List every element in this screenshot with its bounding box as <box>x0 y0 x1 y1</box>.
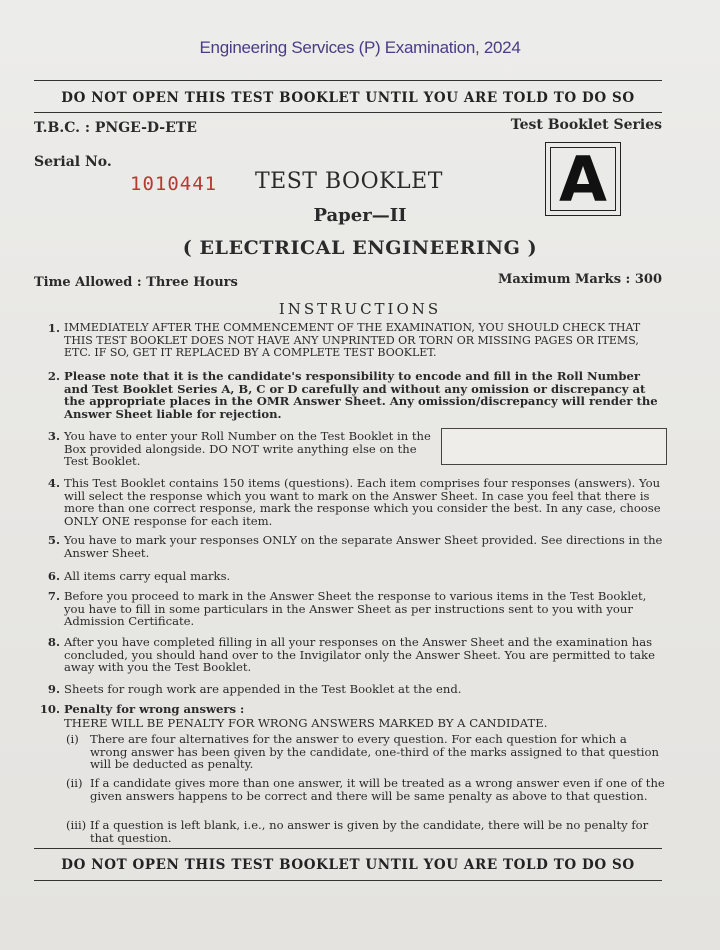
penalty-point-number: (ii) <box>66 776 83 790</box>
instruction-item <box>34 322 664 360</box>
penalty-point-text: If a question is left blank, i.e., no answer is given by the candidate, there will be no penalty for that question. <box>90 818 649 845</box>
subject-title: ( ELECTRICAL ENGINEERING ) <box>182 237 538 259</box>
penalty-point-text: There are four alternatives for the answer to every question. For each question for which a wrong answer has been given by the candidate, one-third of the marks assigned to that question will be deducted as penalty. <box>90 732 659 772</box>
roll-number-box[interactable] <box>441 428 667 465</box>
exam-title: Engineering Services (P) Examination, 2024 <box>199 38 521 57</box>
instruction-number: 2. <box>47 369 60 383</box>
instruction-item <box>34 590 664 628</box>
serial-label: Serial No. <box>34 154 112 170</box>
booklet-title: TEST BOOKLET <box>255 169 443 194</box>
instruction-item <box>34 430 434 468</box>
instruction-item <box>34 370 664 420</box>
penalty-point <box>66 777 666 802</box>
serial-number: 1010441 <box>130 173 218 195</box>
paper-label: Paper—II <box>313 205 407 226</box>
instruction-text: You have to enter your Roll Number on the Test Booklet in the Box provided alongside. DO NOT write anything else on the Test Booklet. <box>64 429 431 469</box>
divider-top-2 <box>34 112 662 113</box>
instruction-number: 1. <box>47 321 60 335</box>
instruction-item <box>34 570 664 583</box>
do-not-open-banner-top: DO NOT OPEN THIS TEST BOOKLET UNTIL YOU ARE TOLD TO DO SO <box>61 90 635 106</box>
instruction-item <box>34 477 664 527</box>
penalty-point-number: (i) <box>66 732 79 746</box>
instruction-item <box>34 636 664 674</box>
instruction-text: After you have completed filling in all your responses on the Answer Sheet and the examination has concluded, you should hand over to the Invigilator only the Answer Sheet. You are permitted to take away with you the Test Booklet. <box>64 635 655 675</box>
penalty-point-number: (iii) <box>66 818 87 832</box>
series-letter: A <box>550 147 616 211</box>
instruction-number: 7. <box>47 589 60 603</box>
divider-top-1 <box>34 80 662 81</box>
instruction-number: 8. <box>47 635 60 649</box>
instruction-text: Before you proceed to mark in the Answer Sheet the response to various items in the Test Booklet, you have to fill in some particulars in the Answer Sheet as per instructions sent to you with your Admission Certificate. <box>64 589 647 629</box>
instruction-text: Sheets for rough work are appended in the Test Booklet at the end. <box>64 682 462 696</box>
instruction-text: Penalty for wrong answers : <box>64 702 245 716</box>
penalty-intro-text: THERE WILL BE PENALTY FOR WRONG ANSWERS MARKED BY A CANDIDATE. <box>64 716 548 730</box>
instruction-item <box>34 683 664 696</box>
maximum-marks: Maximum Marks : 300 <box>498 272 662 287</box>
instructions-heading: INSTRUCTIONS <box>278 300 442 318</box>
divider-bottom-2 <box>34 880 662 881</box>
penalty-intro <box>34 717 664 730</box>
instruction-number: 3. <box>47 429 60 443</box>
instruction-text: Please note that it is the candidate's responsibility to encode and fill in the Roll Number and Test Booklet Series A, B, C or D carefully and without any omission or discrepancy at the appropriate places in the OMR Answer Sheet. Any omission/discrepancy will render the Answer Sheet liable for rejection. <box>64 369 658 421</box>
instruction-text: All items carry equal marks. <box>64 569 231 583</box>
instruction-text: IMMEDIATELY AFTER THE COMMENCEMENT OF THE EXAMINATION, YOU SHOULD CHECK THAT THIS TEST BOOKLET DOES NOT HAVE ANY UNPRINTED OR TORN OR MISSING PAGES OR ITEMS, ETC. IF SO, GET IT REPLACED BY A COMPLETE TEST BOOKLET. <box>64 321 641 360</box>
penalty-point <box>66 819 666 844</box>
divider-bottom-1 <box>34 848 662 849</box>
do-not-open-banner-bottom: DO NOT OPEN THIS TEST BOOKLET UNTIL YOU ARE TOLD TO DO SO <box>61 857 635 873</box>
instruction-number: 5. <box>47 533 60 547</box>
series-label: Test Booklet Series <box>510 117 662 133</box>
instruction-number: 4. <box>47 476 60 490</box>
instruction-text: You have to mark your responses ONLY on the separate Answer Sheet provided. See directions in the Answer Sheet. <box>64 533 663 560</box>
instruction-number: 10. <box>39 702 60 716</box>
instruction-number: 6. <box>47 569 60 583</box>
time-allowed: Time Allowed : Three Hours <box>34 275 238 290</box>
penalty-point <box>66 733 666 771</box>
tbc-code: T.B.C. : PNGE-D-ETE <box>34 120 197 136</box>
instruction-number: 9. <box>47 682 60 696</box>
instruction-text: This Test Booklet contains 150 items (questions). Each item comprises four responses (answers). You will select the response which you want to mark on the Answer Sheet. In case you feel that there is more than one correct response, mark the response which you consider the best. In any case, choose ONLY ONE response for each item. <box>64 476 661 528</box>
penalty-point-text: If a candidate gives more than one answer, it will be treated as a wrong answer even if one of the given answers happens to be correct and there will be same penalty as above to that question. <box>90 776 665 803</box>
instruction-item <box>34 534 664 559</box>
instruction-item <box>34 703 664 716</box>
